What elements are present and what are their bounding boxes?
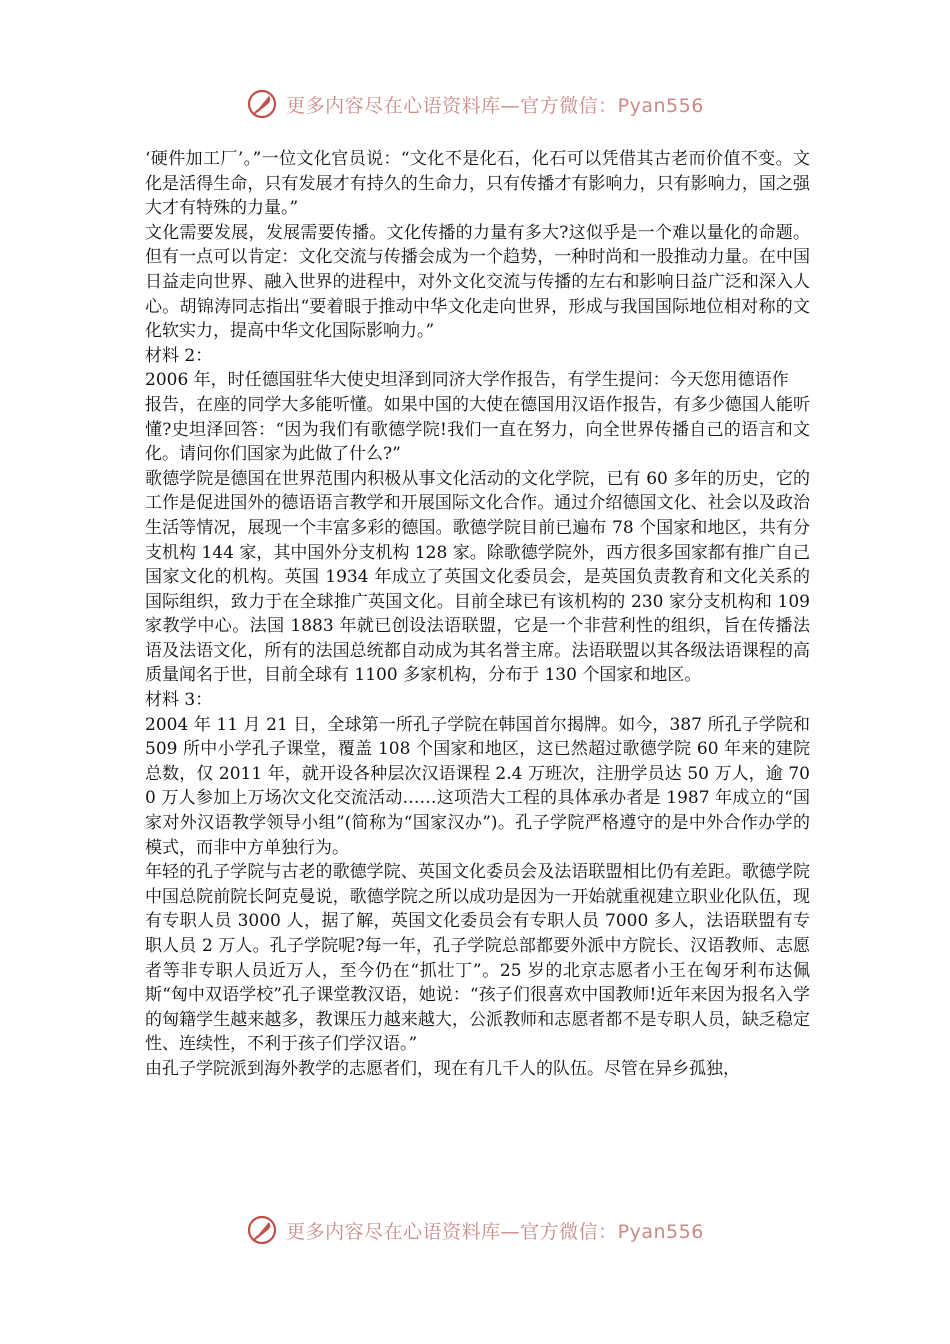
document-body	[145, 147, 810, 1082]
paragraph: ‘硬件加工厂’。”一位文化官员说：“文化不是化石，化石可以凭借其古老而价值不变。文化是活得生命，只有发展才有持久的生命力，只有传播才有影响力，只有影响力，国之强大才有特殊的力量。”	[145, 149, 810, 219]
paragraph: 由孔子学院派到海外教学的志愿者们，现在有几千人的队伍。尽管在异乡孤独，	[145, 1058, 740, 1079]
watermark-text: 更多内容尽在心语资料库—官方微信：Pyan556	[286, 94, 704, 117]
quill-logo-icon	[246, 1214, 278, 1246]
paragraph: 歌德学院是德国在世界范围内积极从事文化活动的文化学院，已有 60 多年的历史，它的工作是促进国外的德语语言教学和开展国际文化合作。通过介绍德国文化、社会以及政治生活等情况，展现一个丰富多彩的德国。歌德学院目前已遍布 78 个国家和地区，共有分支机构 144 家，其中国外分支机构 128 家。除歌德学院外，西方很多国家都有推广自己国家文化的机构。英国 1934 年成立了英国文化委员会，是英国负责教育和文化关系的国际组织，致力于在全球推广英国文化。目前全球已有该机构的 230 家分支机构和 109 家教学中心。法国 1883 年就已创设法语联盟，它是一个非营利性的组织，旨在传播法语及法语文化，所有的法国总统都自动成为其名誉主席。法语联盟以其各级法语课程的高质量闻名于世，目前全球有 1100 多家机构，分布于 130 个国家和地区。	[145, 468, 810, 686]
watermark-text: 更多内容尽在心语资料库—官方微信：Pyan556	[286, 1220, 704, 1243]
paragraph: 2004 年 11 月 21 日，全球第一所孔子学院在韩国首尔揭牌。如今，387 所孔子学院和 509 所中小学孔子课堂，覆盖 108 个国家和地区，这已然超过歌德学院 60 年来的建院总数，仅 2011 年，就开设各种层次汉语课程 2.4 万班次，注册学员达 50 万人，逾 700 万人参加上万场次文化交流活动……这项浩大工程的具体承办者是 1987 年成立的“国家对外汉语教学领导小组”(简称为“国家汉办”)。孔子学院严格遵守的是中外合作办学的模式，而非中方单独行为。	[145, 714, 810, 858]
header-watermark	[0, 84, 950, 124]
paragraph: 报告，在座的同学大多能听懂。如果中国的大使在德国用汉语作报告，有多少德国人能听懂?史坦泽回答：“因为我们有歌德学院!我们一直在努力，向全世界传播自己的语言和文化。请问你们国家为此做了什么?”	[145, 394, 810, 465]
paragraph: 年轻的孔子学院与古老的歌德学院、英国文化委员会及法语联盟相比仍有差距。歌德学院中国总院前院长阿克曼说，歌德学院之所以成功是因为一开始就重视建立职业化队伍，现有专职人员 3000 人，据了解，英国文化委员会有专职人员 7000 多人，法语联盟有专职人员 2 万人。孔子学院呢?每一年，孔子学院总部都要外派中方院长、汉语教师、志愿者等非专职人员近万人，至今仍在“抓壮丁”。25 岁的北京志愿者小王在匈牙利布达佩斯“匈中双语学校”孔子课堂教汉语，她说：“孩子们很喜欢中国教师!近年来因为报名入学的匈籍学生越来越多，教课压力越来越大，公派教师和志愿者都不是专职人员，缺乏稳定性、连续性，不利于孩子们学汉语。”	[145, 862, 810, 1055]
paragraph: 2006 年，时任德国驻华大使史坦泽到同济大学作报告，有学生提问：今天您用德语作	[145, 370, 789, 391]
section-heading: 材料 2：	[145, 345, 213, 366]
paragraph: 文化需要发展，发展需要传播。文化传播的力量有多大?这似乎是一个难以量化的命题。但有一点可以肯定：文化交流与传播会成为一个趋势，一种时尚和一股推动力量。在中国日益走向世界、融入世界的进程中，对外文化交流与传播的左右和影响日益广泛和深入人心。胡锦涛同志指出“要着眼于推动中华文化走向世界，形成与我国国际地位相对称的文化软实力，提高中华文化国际影响力。”	[145, 222, 810, 342]
section-heading: 材料 3：	[145, 690, 213, 711]
footer-watermark	[0, 1210, 950, 1250]
quill-logo-icon	[246, 88, 278, 120]
